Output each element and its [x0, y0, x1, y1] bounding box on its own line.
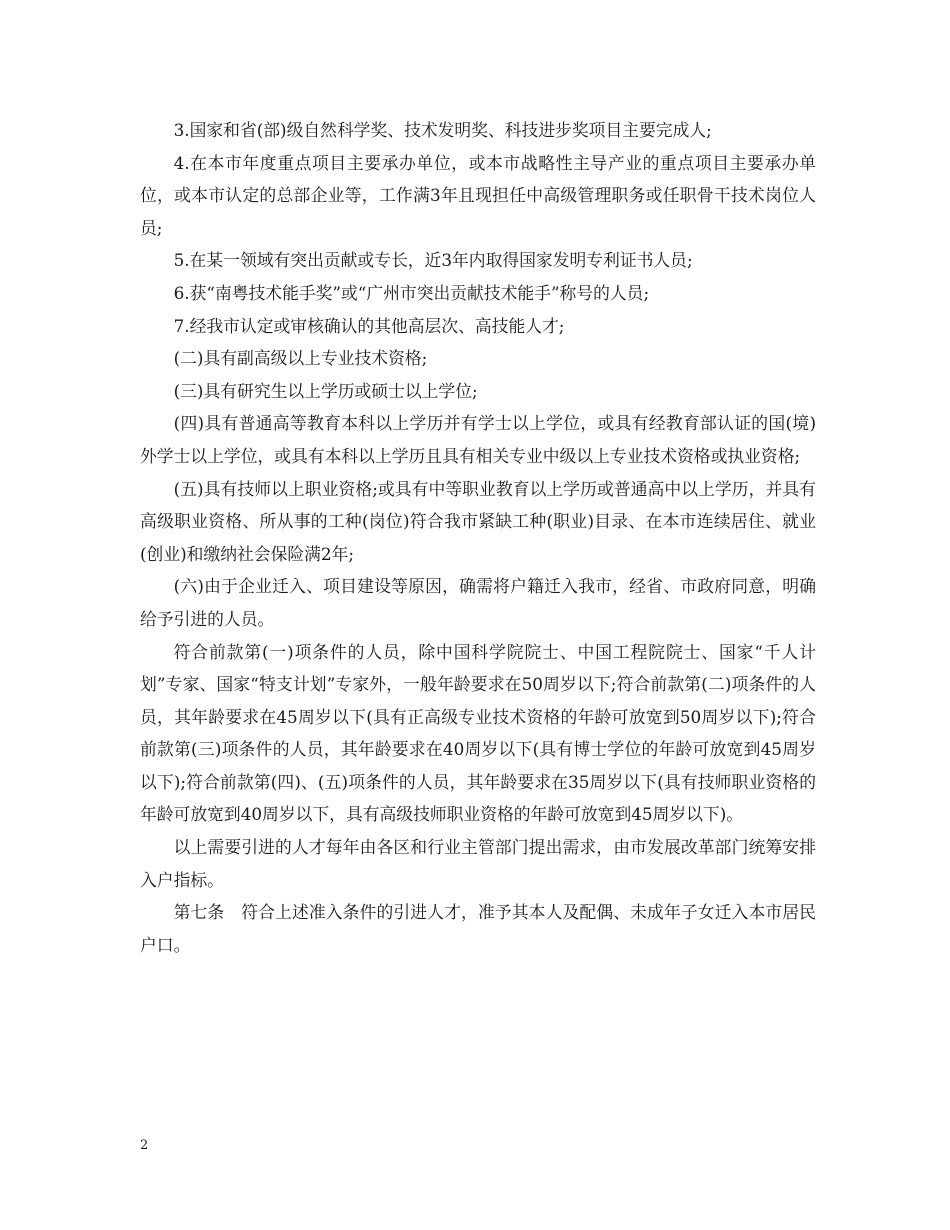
paragraph-clause-6: (六)由于企业迁入、项目建设等原因，确需将户籍迁入我市，经省、市政府同意，明确给予引进的人员。 [140, 576, 816, 629]
page-number: 2 [140, 1138, 149, 1153]
paragraph-item-7: 7.经我市认定或审核确认的其他高层次、高技能人才; [173, 315, 565, 336]
paragraph-clause-4: (四)具有普通高等教育本科以上学历并有学士以上学位，或具有经教育部认证的国(境)外学士以上学位，或具有本科以上学历且具有相关专业中级以上专业技术资格或执业资格; [140, 413, 816, 466]
paragraph-item-4: 4.在本市年度重点项目主要承办单位，或本市战略性主导产业的重点项目主要承办单位，或本市认定的总部企业等，工作满3年且现担任中高级管理职务或任职骨干技术岗位人员; [140, 152, 816, 238]
document-body [140, 114, 816, 961]
paragraph-clause-3: (三)具有研究生以上学历或硕士以上学位; [173, 380, 478, 401]
paragraph-clause-5: (五)具有技师以上职业资格;或具有中等职业教育以上学历或普通高中以上学历，并具有高级职业资格、所从事的工种(岗位)符合我市紧缺工种(职业)目录、在本市连续居住、就业(创业)和缴纳社会保险满2年; [140, 478, 816, 564]
paragraph-item-3: 3.国家和省(部)级自然科学奖、技术发明奖、科技进步奖项目主要完成人; [173, 120, 712, 140]
paragraph-clause-2: (二)具有副高级以上专业技术资格; [173, 348, 428, 369]
paragraph-age-requirements: 符合前款第(一)项条件的人员，除中国科学院院士、中国工程院院士、国家“千人计划”专家、国家“特支计划”专家外，一般年龄要求在50周岁以下;符合前款第(二)项条件的人员，其年龄要求在45周岁以下(具有正高级专业技术资格的年龄可放宽到50周岁以下);符合前款第(三)项条件的人员，其年龄要求在40周岁以下(具有博士学位的年龄可放宽到45周岁以下);符合前款第(四)、(五)项条件的人员，其年龄要求在35周岁以下(具有技师职业资格的年龄可放宽到40周岁以下，具有高级技师职业资格的年龄可放宽到45周岁以下)。 [140, 641, 816, 825]
paragraph-item-5: 5.在某一领域有突出贡献或专长，近3年内取得国家发明专利证书人员; [173, 250, 693, 271]
paragraph-quota-arrangement: 以上需要引进的人才每年由各区和行业主管部门提出需求，由市发展改革部门统筹安排入户指标。 [140, 837, 816, 890]
paragraph-article-7: 第七条 符合上述准入条件的引进人才，准予其本人及配偶、未成年子女迁入本市居民户口。 [140, 902, 816, 955]
paragraph-item-6: 6.获“南粤技术能手奖”或“广州市突出贡献技术能手”称号的人员; [173, 282, 650, 303]
